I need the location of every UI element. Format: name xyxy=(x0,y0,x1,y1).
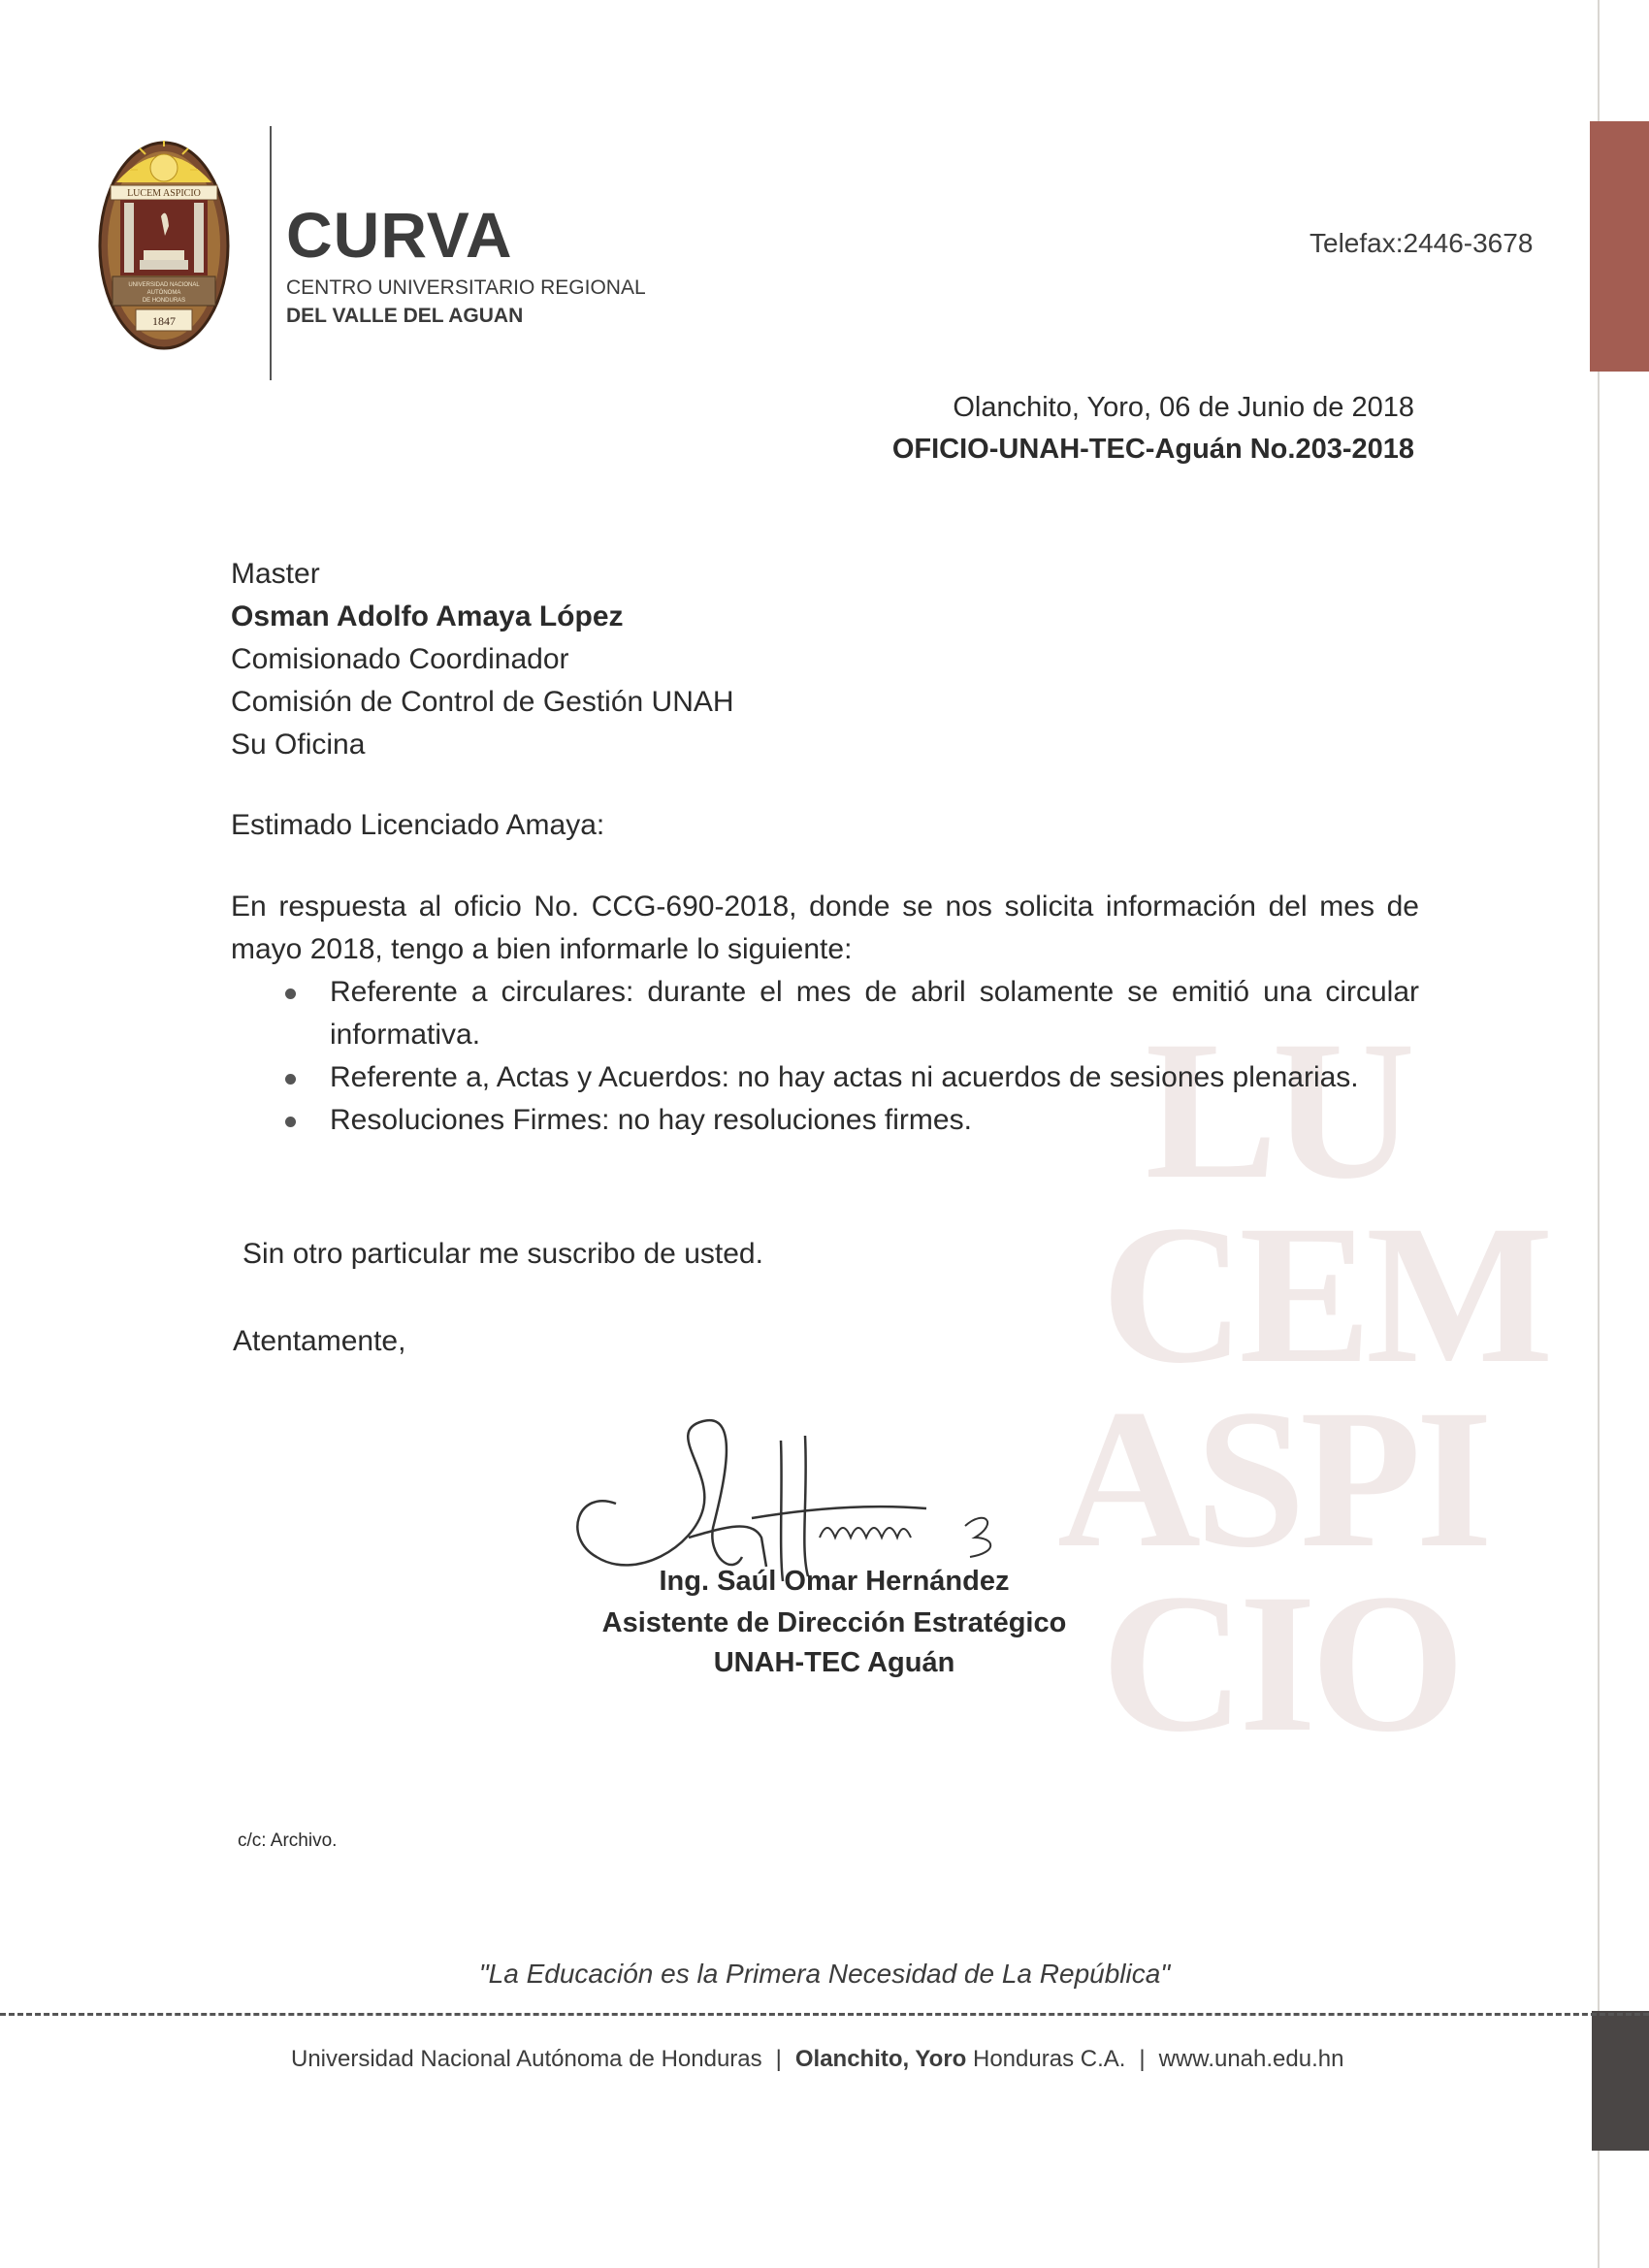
bullet-item: Referente a, Actas y Acuerdos: no hay actas ni acuerdos de sesiones plenarias. xyxy=(231,1056,1419,1099)
svg-text:AUTÓNOMA: AUTÓNOMA xyxy=(146,290,181,296)
bullet-item: Referente a circulares: durante el mes de abril solamente se emitió una circular informativa. xyxy=(231,971,1419,1056)
footer-dashed-divider xyxy=(0,2013,1649,2016)
footer-motto: "La Educación es la Primera Necesidad de La República" xyxy=(478,1959,1171,1989)
accent-bar-bottom xyxy=(1592,2011,1649,2151)
bullet-dot-icon xyxy=(285,1074,296,1085)
svg-text:DE HONDURAS: DE HONDURAS xyxy=(142,298,186,304)
footer-country: Honduras C.A. xyxy=(973,2046,1126,2072)
brand-subtitle-line1: CENTRO UNIVERSITARIO REGIONAL xyxy=(286,276,646,299)
signer-name: Ing. Saúl Omar Hernández xyxy=(659,1566,1010,1597)
bullet-item: Resoluciones Firmes: no hay resoluciones firmes. xyxy=(231,1099,1419,1142)
signer-org: UNAH-TEC Aguán xyxy=(713,1647,955,1678)
cc-line: c/c: Archivo. xyxy=(238,1831,338,1851)
university-seal-logo xyxy=(97,139,231,352)
recipient-role: Comisionado Coordinador xyxy=(231,643,569,675)
telefax-label: Telefax: xyxy=(1310,228,1404,258)
brand-subtitle-line2: DEL VALLE DEL AGUAN xyxy=(286,305,524,327)
recipient-name: Osman Adolfo Amaya López xyxy=(231,600,624,632)
footer-separator: | xyxy=(1139,2046,1146,2072)
bullet-list xyxy=(231,971,1419,1142)
regards-line: Atentamente, xyxy=(233,1325,406,1357)
letter-body xyxy=(231,886,1419,1142)
footer-website[interactable]: www.unah.edu.hn xyxy=(1158,2046,1344,2072)
letter-date: Olanchito, Yoro, 06 de Junio de 2018 xyxy=(953,392,1414,423)
accent-bar-top xyxy=(1590,121,1649,372)
telefax-number: 2446-3678 xyxy=(1403,228,1534,258)
bullet-dot-icon xyxy=(285,988,296,999)
bullet-dot-icon xyxy=(285,1117,296,1127)
svg-text:1847: 1847 xyxy=(152,314,176,328)
recipient-department: Comisión de Control de Gestión UNAH xyxy=(231,686,734,718)
svg-text:UNIVERSIDAD NACIONAL: UNIVERSIDAD NACIONAL xyxy=(128,282,200,288)
footer-address xyxy=(291,2045,1343,2074)
svg-text:LUCEM ASPICIO: LUCEM ASPICIO xyxy=(127,188,201,199)
letter-reference: OFICIO-UNAH-TEC-Aguán No.203-2018 xyxy=(891,434,1414,465)
brand-title: CURVA xyxy=(286,199,513,271)
watermark-lucem-aspicio: LU CEM ASPI CIO xyxy=(1057,1000,1548,1773)
footer-city: Olanchito, Yoro xyxy=(794,2046,967,2072)
signer-role: Asistente de Dirección Estratégico xyxy=(601,1607,1067,1638)
recipient-title: Master xyxy=(231,558,320,590)
footer-separator: | xyxy=(775,2046,782,2072)
footer-university: Universidad Nacional Autónoma de Honduras xyxy=(291,2046,762,2072)
salutation: Estimado Licenciado Amaya: xyxy=(231,809,605,841)
recipient-location: Su Oficina xyxy=(231,729,366,761)
header-divider xyxy=(270,126,272,380)
body-intro: En respuesta al oficio No. CCG-690-2018, donde se nos solicita información del mes de mayo 2018, tengo a bien informarle lo siguiente: xyxy=(231,891,1419,965)
recipient-block xyxy=(231,553,734,766)
telefax xyxy=(1310,228,1533,259)
closing-line: Sin otro particular me suscribo de usted. xyxy=(242,1238,763,1270)
